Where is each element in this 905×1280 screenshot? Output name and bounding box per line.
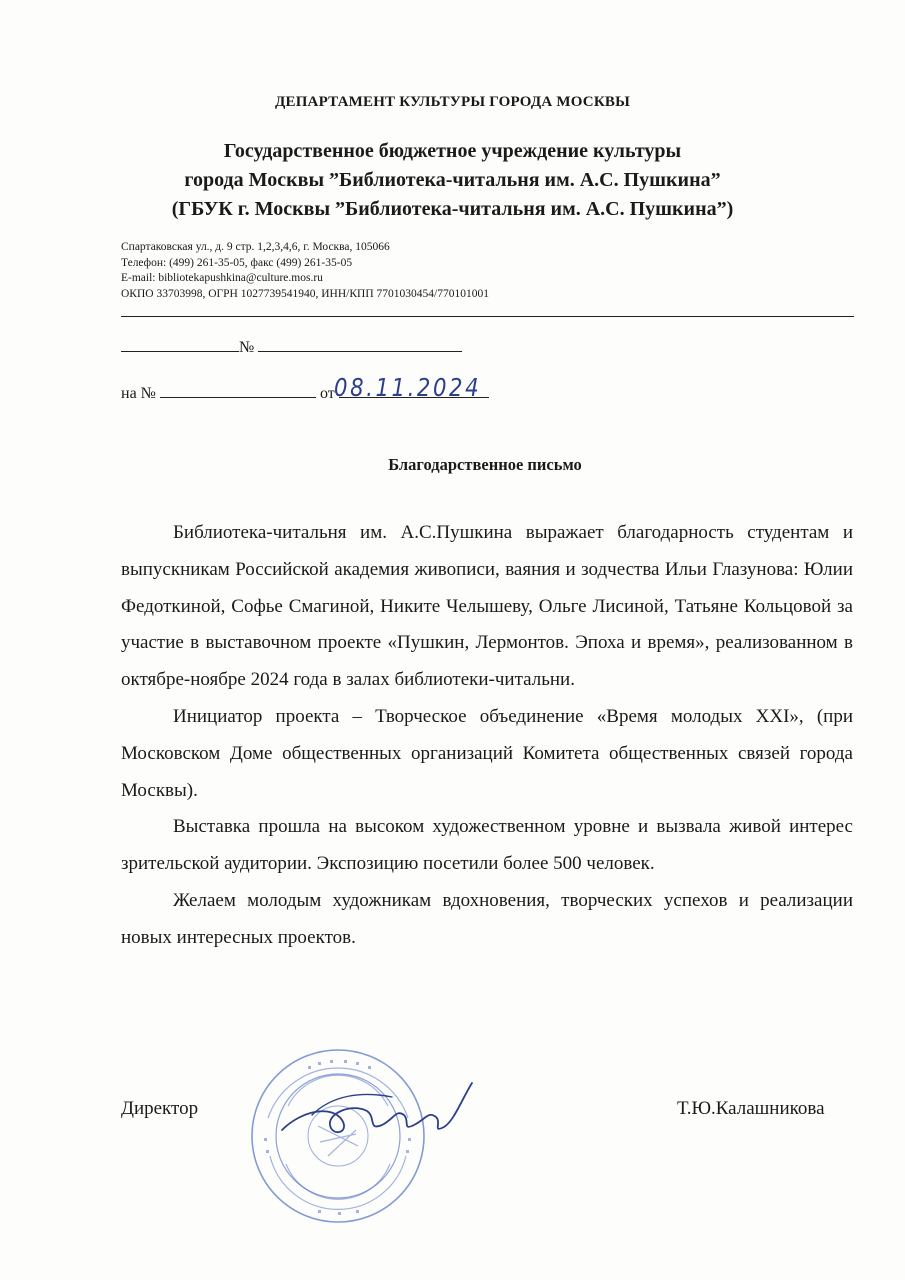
outgoing-number-blank: [258, 337, 462, 352]
organization-name: [0, 137, 905, 224]
organization-line: города Москвы ”Библиотека-читальня им. А.С. Пушкина”: [184, 169, 721, 191]
department-heading: ДЕПАРТАМЕНТ КУЛЬТУРЫ ГОРОДА МОСКВЫ: [274, 94, 631, 110]
organization-line: Государственное бюджетное учреждение культуры: [223, 140, 682, 162]
outgoing-number-line: [121, 337, 462, 357]
paragraph: Желаем молодым художникам вдохновения, творческих успехов и реализации новых интересных проектов.: [121, 889, 853, 948]
registry-codes-line: ОКПО 33703998, ОГРН 1027739541940, ИНН/КПП 7701030454/770101001: [121, 287, 489, 300]
paragraph: Инициатор проекта – Творческое объединение «Время молодых XXI», (при Московском Доме общественных организаций Комитета общественных связей города Москвы).: [121, 705, 853, 801]
contact-details: [121, 240, 489, 302]
address-line: Спартаковская ул., д. 9 стр. 1,2,3,4,6, г. Москва, 105066: [121, 241, 390, 253]
letter-body: [121, 515, 853, 957]
director-signature: [272, 1075, 482, 1155]
reference-prefix: на №: [121, 385, 156, 402]
letter-title: Благодарственное письмо: [388, 455, 582, 474]
header-divider: [121, 316, 854, 317]
reference-number-blank: [160, 383, 316, 398]
handwritten-date: 08.11.2024: [334, 373, 482, 402]
signatory-position: Директор: [121, 1098, 199, 1119]
date-prefix: от: [319, 385, 335, 402]
organization-line: (ГБУК г. Москвы ”Библиотека-читальня им. А.С. Пушкина”): [171, 198, 734, 220]
outgoing-date-blank: [121, 337, 239, 352]
number-sign: №: [239, 339, 255, 356]
phone-line: Телефон: (499) 261-35-05, факс (499) 261-35-05: [121, 256, 353, 269]
email-line: E-mail: bibliotekapushkina@culture.mos.ru: [121, 272, 323, 284]
paragraph: Выставка прошла на высоком художественном уровне и вызвала живой интерес зрительской аудитории. Экспозицию посетили более 500 человек.: [121, 816, 853, 875]
signatory-name: Т.Ю.Калашникова: [677, 1098, 825, 1119]
paragraph: Библиотека-читальня им. А.С.Пушкина выражает благодарность студентам и выпускникам Российской академия живописи, ваяния и зодчества Ильи Глазунова: Юлии Федоткиной, Софье Смагиной, Никите Челышеву, Ольге Лисиной, Татьяне Кольцовой за участие в выставочном проекте «Пушкин, Лермонтов. Эпоха и время», реализованном в октябре-ноябре 2024 года в залах библиотеки-читальни.: [121, 522, 853, 691]
